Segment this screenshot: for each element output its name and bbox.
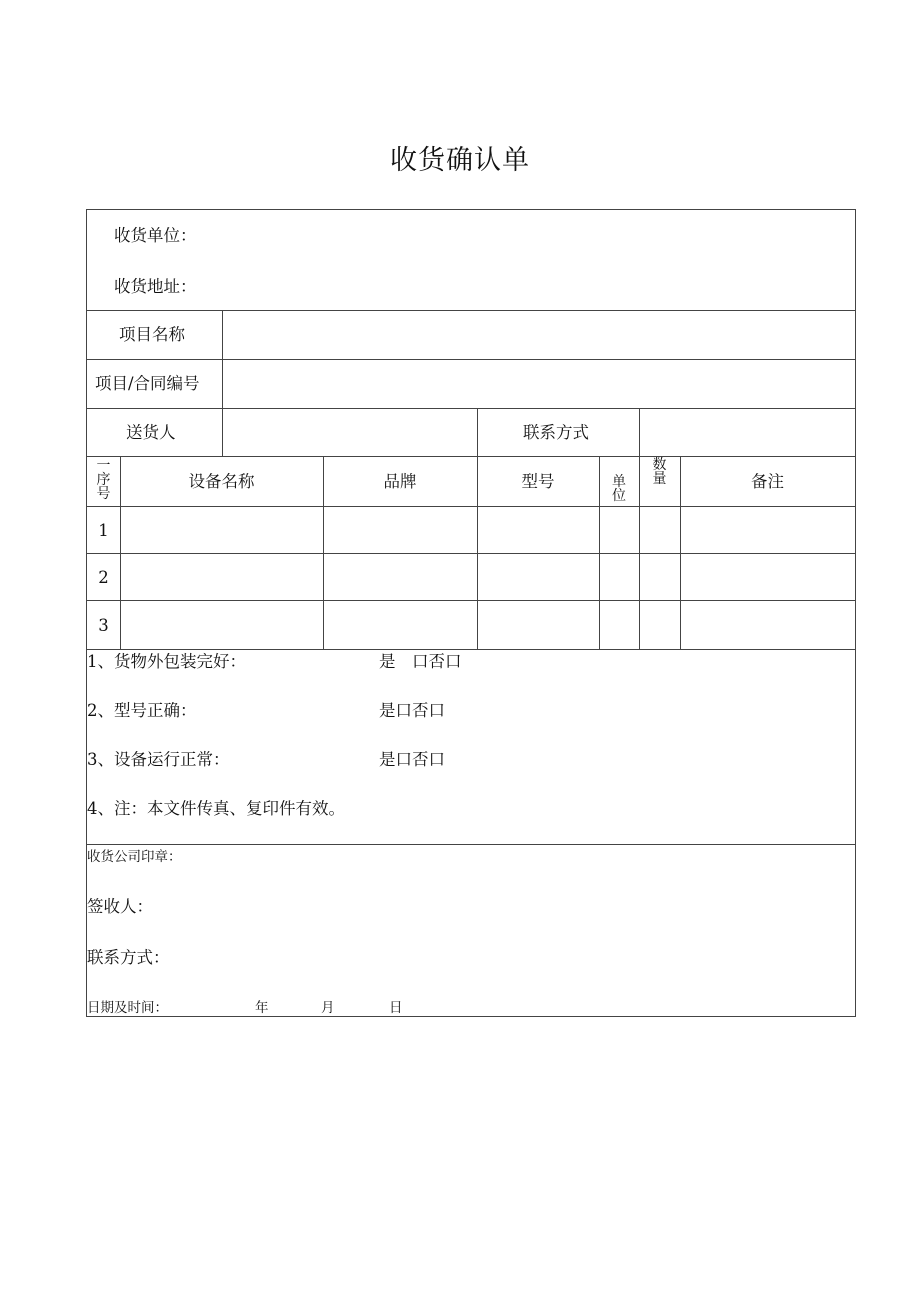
col-header-unit: 单 位 <box>612 474 626 504</box>
seal-label: 收货公司印章： <box>87 849 182 865</box>
col-divider <box>477 408 478 456</box>
signer-label: 签收人： <box>87 897 153 916</box>
col-header-model: 型号 <box>521 472 555 491</box>
contact-label: 联系方式 <box>523 423 589 442</box>
row-divider <box>87 649 855 650</box>
row-divider <box>87 359 855 360</box>
date-month: 月 <box>321 1000 335 1016</box>
table-row-number: 2 <box>98 568 109 587</box>
col-divider <box>639 408 640 456</box>
check-item: 2、型号正确： <box>87 701 197 720</box>
check-item: 1、货物外包装完好： <box>87 652 246 671</box>
col-header-qty: 数 量 <box>652 457 667 487</box>
col-header-device: 设备名称 <box>188 472 255 491</box>
col-header-brand: 品牌 <box>383 472 417 491</box>
col-header-seq: 一 序 号 <box>96 458 111 502</box>
check-item: 3、设备运行正常： <box>87 750 230 769</box>
check-answer: 是口否口 <box>379 750 445 769</box>
page-title: 收货确认单 <box>390 145 530 176</box>
project-name-label: 项目名称 <box>119 325 185 344</box>
date-year: 年 <box>255 1000 269 1016</box>
row-divider <box>87 600 855 601</box>
date-day: 日 <box>389 1000 403 1016</box>
date-label: 日期及时间： <box>87 1000 168 1016</box>
deliverer-label: 送货人 <box>126 423 176 442</box>
table-row-number: 3 <box>98 616 109 635</box>
row-divider <box>87 553 855 554</box>
row-divider <box>87 456 855 457</box>
check-item: 4、注：本文件传真、复印件有效。 <box>87 799 345 818</box>
col-divider <box>222 310 223 456</box>
receipt-form <box>86 209 856 1017</box>
row-divider <box>87 310 855 311</box>
col-header-remark: 备注 <box>751 472 784 491</box>
table-row-number: 1 <box>98 521 109 540</box>
row-divider <box>87 844 855 845</box>
row-divider <box>87 506 855 507</box>
check-answer: 是口否口 <box>379 701 445 720</box>
row-divider <box>87 408 855 409</box>
check-answer: 是 口否口 <box>379 652 462 671</box>
project-no-label: 项目/合同编号 <box>95 374 200 393</box>
footer-contact-label: 联系方式： <box>87 948 170 967</box>
recv-addr-label: 收货地址： <box>114 277 197 296</box>
recv-unit-label: 收货单位： <box>114 226 197 245</box>
